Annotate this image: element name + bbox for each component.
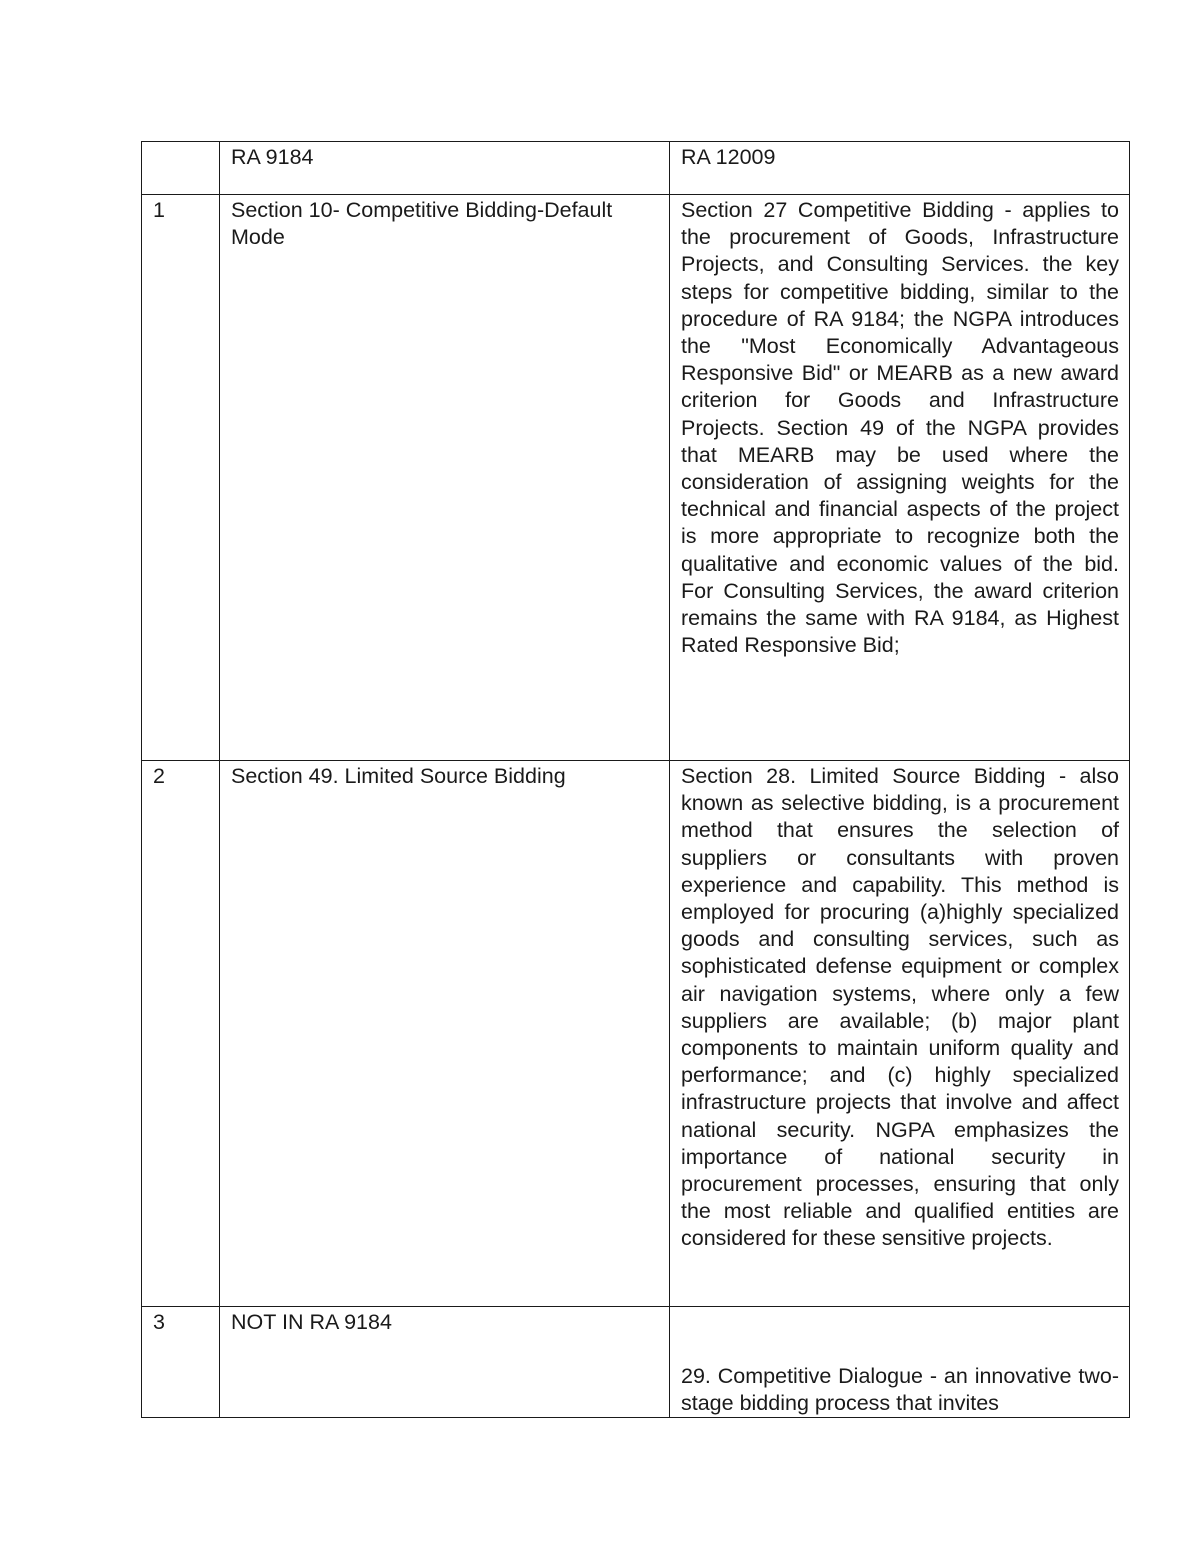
header-new-law-cell: RA 12009 <box>670 142 1130 195</box>
old-law-cell: Section 10- Competitive Bidding-Default Mode <box>220 195 670 761</box>
header-number-cell <box>142 142 220 195</box>
table-row <box>142 195 1130 761</box>
table-row <box>142 761 1130 1307</box>
new-law-cell: 29. Competitive Dialogue - an innovative two-stage bidding process that invites <box>681 1364 1119 1416</box>
old-law-cell: NOT IN RA 9184 <box>220 1307 670 1418</box>
table-row <box>142 1307 1130 1418</box>
old-law-cell: Section 49. Limited Source Bidding <box>220 761 670 1307</box>
header-old-law-cell: RA 9184 <box>220 142 670 195</box>
comparison-table <box>141 141 1130 1418</box>
table-header-row <box>142 142 1130 195</box>
new-law-cell-wrapper <box>670 1307 1130 1418</box>
row-number-cell: 2 <box>142 761 220 1307</box>
spacer <box>681 1336 1119 1363</box>
row-number-cell: 1 <box>142 195 220 761</box>
new-law-cell: Section 28. Limited Source Bidding - also known as selective bidding, is a procurement method that ensures the selection of suppliers or consultants with proven experience and capability. This method is employed for procuring (a)highly specialized goods and consulting services, such as sophisticated defense equipment or complex air navigation systems, where only a few suppliers are available; (b) major plant components to maintain uniform quality and performance; and (c) highly specialized infrastructure projects that involve and affect national security. NGPA emphasizes the importance of national security in procurement processes, ensuring that only the most reliable and qualified entities are considered for these sensitive projects. <box>670 761 1130 1307</box>
new-law-cell: Section 27 Competitive Bidding - applies to the procurement of Goods, Infrastructure Projects, and Consulting Services. the key steps for competitive bidding, similar to the procedure of RA 9184; the NGPA introduces the "Most Economically Advantageous Responsive Bid" or MEARB as a new award criterion for Goods and Infrastructure Projects. Section 49 of the NGPA provides that MEARB may be used where the consideration of assigning weights for the technical and financial aspects of the project is more appropriate to recognize both the qualitative and economic values of the bid. For Consulting Services, the award criterion remains the same with RA 9184, as Highest Rated Responsive Bid; <box>670 195 1130 761</box>
row-number-cell: 3 <box>142 1307 220 1418</box>
spacer <box>681 1309 1119 1336</box>
